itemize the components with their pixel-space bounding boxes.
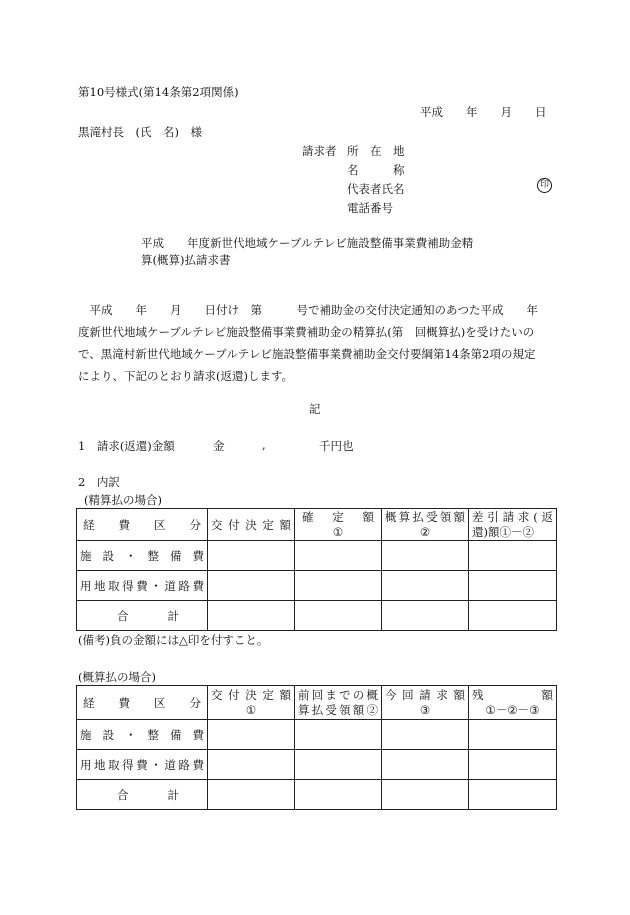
table-row	[77, 571, 557, 601]
table-cell	[208, 750, 295, 780]
form-number: 第10号様式(第14条第2項関係)	[78, 85, 239, 99]
table-cell	[295, 541, 382, 571]
item1-unit: 千円也	[319, 439, 354, 453]
table-row	[77, 541, 557, 571]
table-cell	[295, 601, 382, 631]
header-received-text: 概算払受領額	[385, 509, 465, 524]
body-line: 平成 年 月 日付け 第 号で補助金の交付決定通知のあつた平成 年	[78, 303, 538, 317]
date-line: 平成 年 月 日	[420, 105, 547, 119]
header-decision-num: ①	[245, 702, 257, 717]
table-cell	[295, 571, 382, 601]
table-cell	[208, 780, 295, 810]
table-cell	[382, 750, 469, 780]
header-balance-formula: ①－②－③	[485, 702, 540, 717]
seal-mark: 印	[537, 178, 552, 193]
table-cell	[295, 750, 382, 780]
row-label-total: 合計	[77, 601, 208, 631]
table-cell	[208, 571, 295, 601]
header-current-request	[382, 686, 469, 720]
phone-label: 電話番号	[347, 201, 393, 215]
addressee: 黒滝村長 (氏 名) 様	[78, 125, 202, 139]
table-cell	[382, 541, 469, 571]
body-line: で、黒滝村新世代地域ケーブルテレビ施設整備事業費補助金交付要綱第14条第2項の規定	[78, 347, 536, 361]
table-cell	[382, 571, 469, 601]
table-row	[77, 720, 557, 750]
table1-caption: (精算払の場合)	[84, 493, 162, 507]
address-label: 所 在 地	[347, 144, 405, 158]
header-category: 経費区分	[77, 509, 208, 541]
header-balance	[469, 686, 557, 720]
header-difference	[469, 509, 557, 541]
header-received-amount	[382, 509, 469, 541]
name-label: 名 称	[347, 163, 405, 177]
table-cell	[469, 720, 557, 750]
table2-caption: (概算払の場合)	[78, 670, 156, 684]
row-label: 施設・整備費	[77, 541, 208, 571]
table-cell	[295, 780, 382, 810]
table-row	[77, 750, 557, 780]
table-cell	[382, 720, 469, 750]
table-header-row	[77, 686, 557, 720]
table-cell	[469, 750, 557, 780]
table-cell	[469, 541, 557, 571]
settlement-table	[76, 508, 557, 631]
item1-comma: ,	[262, 438, 266, 452]
row-label-total: 合計	[77, 780, 208, 810]
header-previous-received	[295, 686, 382, 720]
header-decision-amount	[208, 686, 295, 720]
header-confirmed-amount	[295, 509, 382, 541]
table-cell	[295, 720, 382, 750]
item1-label: 1 請求(返還)金額	[78, 439, 175, 453]
body-paragraph	[78, 299, 558, 387]
row-label: 施設・整備費	[77, 720, 208, 750]
row-label: 用地取得費・道路費	[77, 571, 208, 601]
item1-yen: 金	[213, 439, 225, 453]
item2-label: 2 内訳	[78, 475, 120, 489]
document-title-line1: 平成 年度新世代地域ケーブルテレビ施設整備事業費補助金精	[141, 236, 474, 250]
applicant-label: 請求者	[302, 144, 337, 158]
table-cell	[382, 601, 469, 631]
table-note: (備考)負の金額には△印を付すこと。	[78, 633, 269, 647]
table-header-row	[77, 509, 557, 541]
body-line: 度新世代地域ケーブルテレビ施設整備事業費補助金の精算払(第 回概算払)を受けたいの	[78, 325, 535, 339]
table-cell	[469, 780, 557, 810]
header-confirmed-text: 確定額	[302, 509, 374, 524]
header-previous-line2: 算払受領額②	[298, 702, 378, 717]
header-decision-text: 交付決定額	[211, 687, 291, 702]
row-label: 用地取得費・道路費	[77, 750, 208, 780]
header-confirmed-num: ①	[332, 524, 344, 539]
table-cell	[469, 571, 557, 601]
table-cell	[382, 780, 469, 810]
estimate-table	[76, 685, 557, 810]
representative-label: 代表者氏名	[347, 182, 405, 196]
header-difference-line2: 還)額①－②	[472, 524, 534, 539]
table-cell	[208, 541, 295, 571]
header-decision-amount: 交付決定額	[208, 509, 295, 541]
header-current-num: ③	[419, 702, 431, 717]
body-line: により、下記のとおり請求(返還)します。	[78, 369, 294, 383]
header-current-text: 今回請求額	[385, 687, 465, 702]
header-previous-line1: 前回までの概	[298, 687, 378, 702]
table-row	[77, 601, 557, 631]
table-cell	[208, 720, 295, 750]
table-cell	[469, 601, 557, 631]
header-balance-text: 残額	[472, 687, 553, 702]
header-category: 経費区分	[77, 686, 208, 720]
ki-heading: 記	[309, 402, 321, 416]
header-difference-line1: 差引請求(返	[472, 509, 553, 524]
document-title-line2: 算(概算)払請求書	[141, 253, 231, 267]
header-received-num: ②	[419, 524, 431, 539]
table-cell	[208, 601, 295, 631]
table-row	[77, 780, 557, 810]
